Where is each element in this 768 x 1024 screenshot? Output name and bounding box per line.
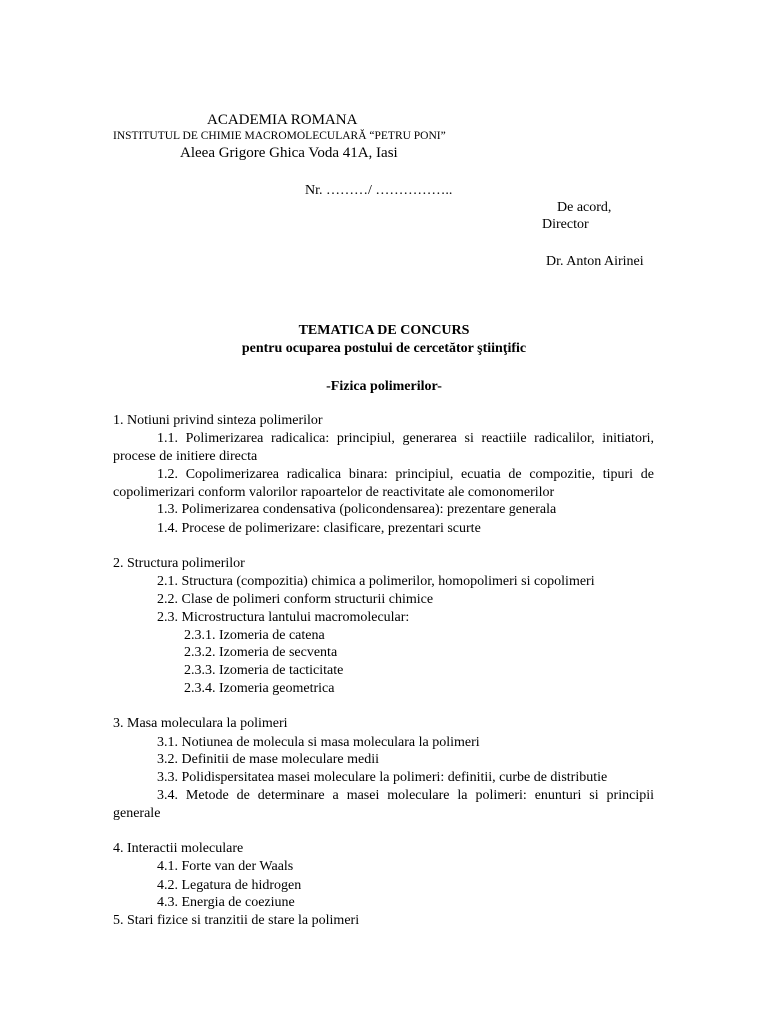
- list-item: 4.2. Legatura de hidrogen: [157, 878, 302, 893]
- list-item: 1.1. Polimerizarea radicalica: principiul, generarea si reactiile radicalilor, initiatori, procese de initiere directa: [113, 431, 654, 464]
- list-item: 3.3. Polidispersitatea masei moleculare la polimeri: definitii, curbe de distributie: [157, 770, 608, 785]
- registration-number: Nr. ………/ ……………..: [305, 183, 453, 198]
- list-item: 1.4. Procese de polimerizare: clasificare, prezentari scurte: [157, 521, 481, 536]
- list-item: 2.2. Clase de polimeri conform structurii chimice: [157, 592, 434, 607]
- list-item: 2.3. Microstructura lantului macromolecular:: [157, 610, 410, 625]
- list-item: 4.1. Forte van der Waals: [157, 859, 294, 874]
- approver-role: Director: [542, 217, 589, 232]
- institute-name: INSTITUTUL DE CHIMIE MACROMOLECULARĂ “PETRU PONI”: [113, 130, 446, 142]
- section-heading: 5. Stari fizice si tranzitii de stare la polimeri: [113, 913, 360, 928]
- section-heading: 2. Structura polimerilor: [113, 556, 245, 571]
- section-heading: 1. Notiuni privind sinteza polimerilor: [113, 413, 323, 428]
- institute-address: Aleea Grigore Ghica Voda 41A, Iasi: [180, 145, 398, 161]
- topic-title: -Fizica polimerilor-: [326, 379, 442, 394]
- sub-list-item: 2.3.3. Izomeria de tacticitate: [184, 663, 344, 678]
- list-item: 1.2. Copolimerizarea radicalica binara: principiul, ecuatia de compozitie, tipuri de copolimerizari conform valorilor rapoartelor de reactivitate ale comonomerilor: [113, 467, 654, 500]
- section-heading: 3. Masa moleculara la polimeri: [113, 716, 288, 731]
- list-item: 2.1. Structura (compozitia) chimica a polimerilor, homopolimeri si copolimeri: [157, 574, 595, 589]
- document-title: TEMATICA DE CONCURS: [298, 323, 470, 338]
- list-item: 4.3. Energia de coeziune: [157, 895, 295, 910]
- sub-list-item: 2.3.2. Izomeria de secventa: [184, 645, 338, 660]
- list-item: 3.2. Definitii de mase moleculare medii: [157, 752, 379, 767]
- sub-list-item: 2.3.4. Izomeria geometrica: [184, 681, 335, 696]
- list-item: 3.1. Notiunea de molecula si masa moleculara la polimeri: [157, 735, 480, 750]
- document-subtitle: pentru ocuparea postului de cercetător ştiinţific: [241, 341, 527, 356]
- section-heading: 4. Interactii moleculare: [113, 841, 244, 856]
- academy-name: ACADEMIA ROMANA: [207, 112, 358, 128]
- list-item: 3.4. Metode de determinare a masei moleculare la polimeri: enunturi si principii generale: [113, 788, 654, 821]
- approval-label: De acord,: [557, 200, 612, 215]
- list-item: 1.3. Polimerizarea condensativa (policondensarea): prezentare generala: [157, 502, 557, 517]
- approver-name: Dr. Anton Airinei: [546, 254, 644, 269]
- sub-list-item: 2.3.1. Izomeria de catena: [184, 628, 325, 643]
